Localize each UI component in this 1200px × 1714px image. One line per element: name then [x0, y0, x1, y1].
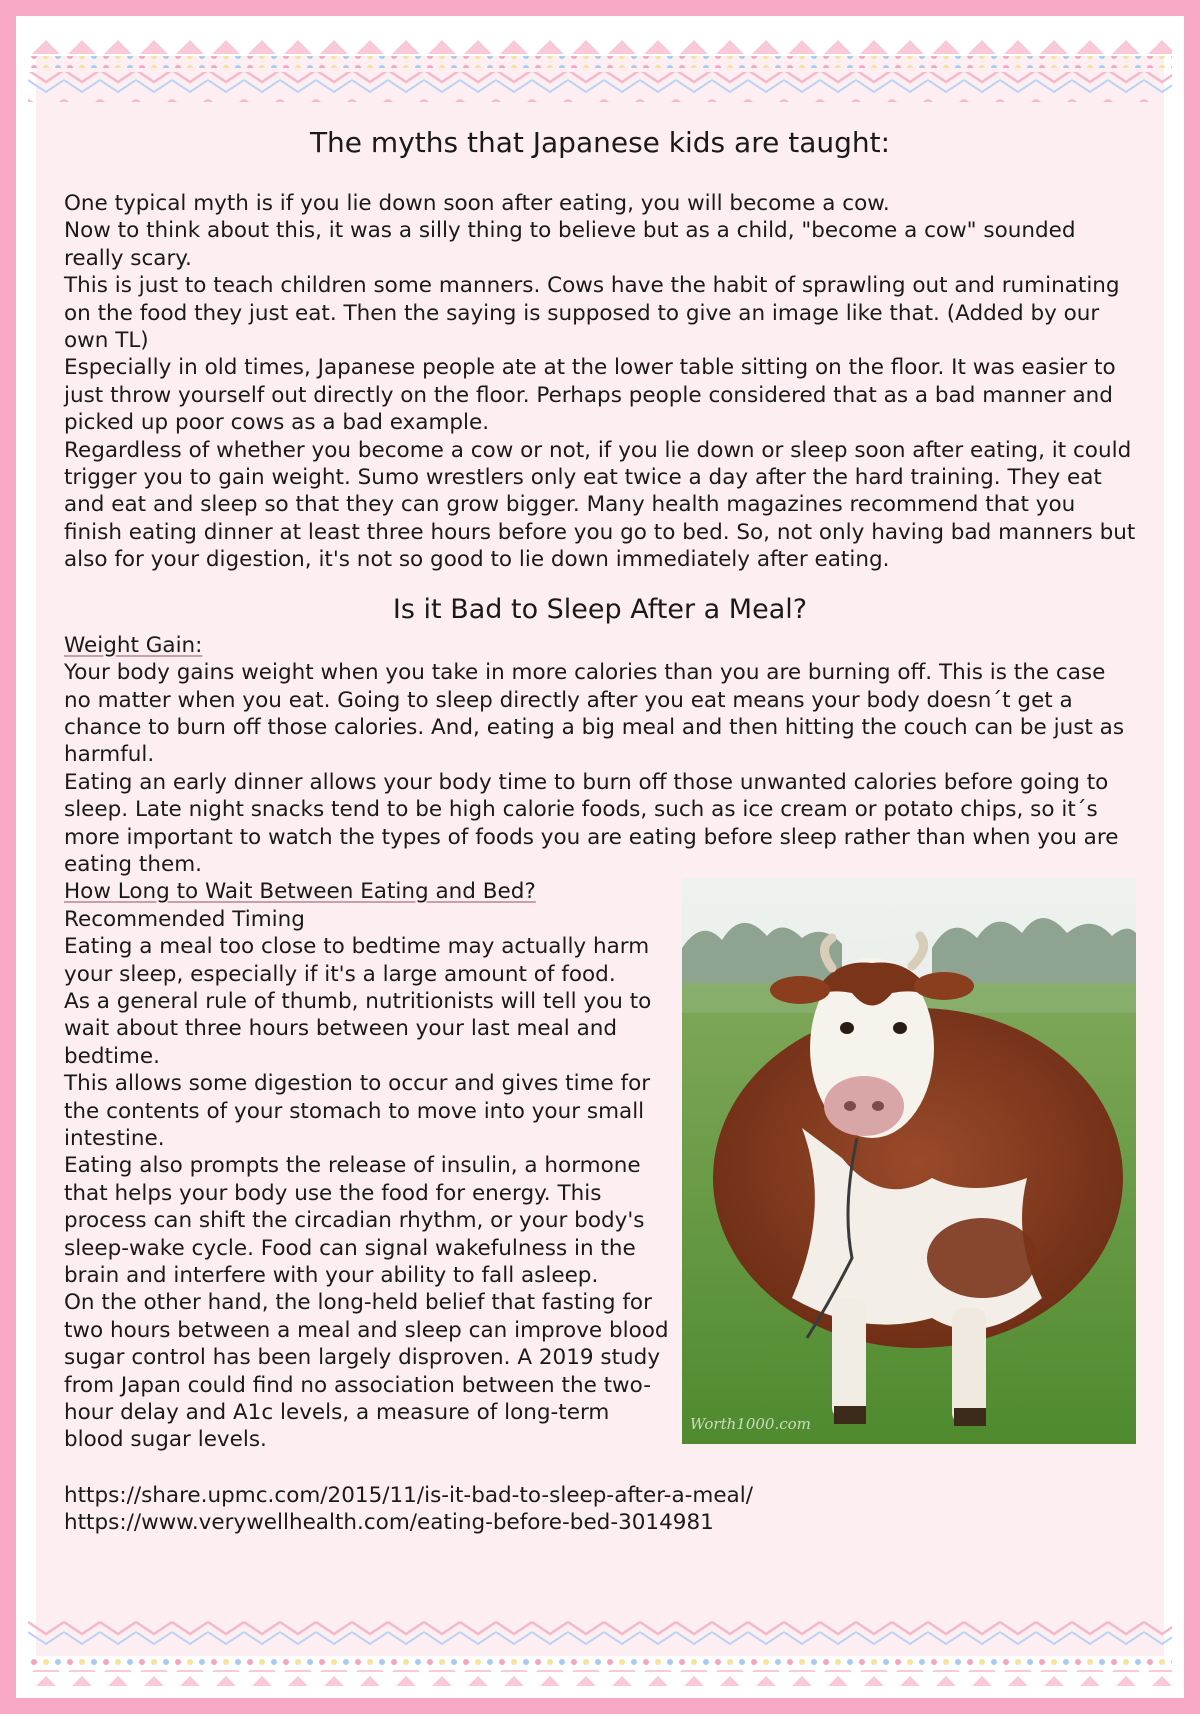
section1-title: The myths that Japanese kids are taught: — [309, 126, 891, 159]
myth-paragraph: This is just to teach children some manners. Cows have the habit of sprawling out and ruminating on the food they just eat. Then the saying is supposed to give an image like that. (Added by our own TL) — [64, 273, 1120, 354]
timing-paragraph: Eating a meal too close to bedtime may actually harm your sleep, especially if it's a large amount of food. — [64, 934, 650, 987]
myth-paragraph: Now to think about this, it was a silly thing to believe but as a child, "become a cow" sounded really scary. — [64, 218, 1076, 271]
source-links — [64, 1482, 1136, 1537]
fat-cow-photo-icon — [682, 878, 1136, 1444]
cow-photo — [682, 878, 1136, 1444]
image-watermark: Worth1000.com — [690, 1414, 811, 1433]
timing-heading: Recommended Timing — [64, 906, 305, 932]
section2-title: Is it Bad to Sleep After a Meal? — [392, 593, 808, 625]
article-content — [64, 126, 1136, 1537]
myth-paragraph: Regardless of whether you become a cow or not, if you lie down or sleep soon after eating, it could trigger you to gain weight. Sumo wrestlers only eat twice a day after the hard training. They eat and eat and sleep so that they can grow bigger. Many health magazines recommend that you finish eating dinner at least three hours before you go to bed. So, not only having bad manners but also for your digestion, it's not so good to lie down immediately after eating. — [64, 437, 1136, 573]
wait-heading: How Long to Wait Between Eating and Bed? — [64, 879, 536, 905]
weight-gain-heading: Weight Gain: — [64, 632, 203, 658]
timing-paragraph: Eating also prompts the release of insulin, a hormone that helps your body use the food for energy. This process can shift the circadian rhythm, or your body's sleep-wake cycle. Food can signal wakefulness in the brain and interfere with your ability to fall asleep. — [64, 1153, 645, 1289]
source-link[interactable]: https://share.upmc.com/2015/11/is-it-bad-to-sleep-after-a-meal/ — [64, 1482, 753, 1508]
timing-paragraph: On the other hand, the long-held belief that fasting for two hours between a meal and sleep can improve blood sugar control has been largely disproven. A 2019 study from Japan could find no association between the two-hour delay and A1c levels, a measure of long-term blood sugar levels. — [64, 1290, 669, 1453]
myth-paragraph: One typical myth is if you lie down soon after eating, you will become a cow. — [64, 191, 890, 216]
top-decorative-border — [28, 38, 1172, 108]
timing-paragraph: As a general rule of thumb, nutritionists will tell you to wait about three hours between your last meal and bedtime. — [64, 988, 652, 1069]
myth-paragraph: Especially in old times, Japanese people ate at the lower table sitting on the floor. It was easier to just throw yourself out directly on the floor. Perhaps people considered that as a bad manner and picked up poor cows as a bad example. — [64, 355, 1116, 436]
source-link[interactable]: https://www.verywellhealth.com/eating-before-bed-3014981 — [64, 1510, 714, 1536]
weight-paragraph: Your body gains weight when you take in more calories than you are burning off. This is the case no matter when you eat. Going to sleep directly after you eat means your body doesn´t get a chance to burn off those calories. And, eating a big meal and then hitting the couch can be just as harmful. — [64, 660, 1125, 768]
bottom-decorative-border — [28, 1620, 1172, 1690]
timing-paragraph: This allows some digestion to occur and gives time for the contents of your stomach to move into your small intestine. — [64, 1071, 651, 1151]
weight-paragraph: Eating an early dinner allows your body time to burn off those unwanted calories before going to sleep. Late night snacks tend to be high calorie foods, such as ice cream or potato chips, so it´s more important to watch the types of foods you are eating before sleep rather than when you are eating them. — [64, 769, 1119, 877]
